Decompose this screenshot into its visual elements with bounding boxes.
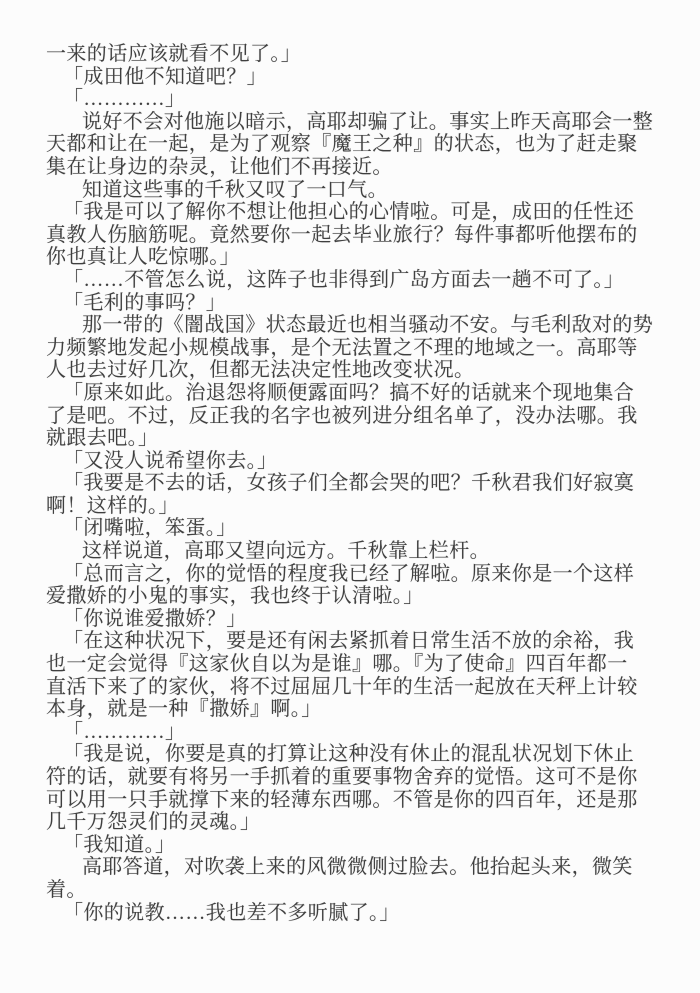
text-line: 「原来如此。治退怨将顺便露面吗？搞不好的话就来个现地集合 [63, 381, 635, 404]
text-line: 着。 [46, 878, 87, 901]
text-line: 可以用一只手就撑下来的轻薄东西哪。不管是你的四百年，还是那 [46, 788, 638, 811]
text-line: 「我是说，你要是真的打算让这种没有休止的混乱状况划下休止 [63, 743, 635, 766]
text-line: 「在这种状况下，要是还有闲去紧抓着日常生活不放的余裕，我 [63, 630, 635, 653]
text-line: 「…………」 [63, 720, 186, 743]
text-line: 本身，就是一种『撒娇』啊。」 [46, 698, 322, 721]
novel-text-block [46, 43, 676, 924]
text-line: 人也去过好几次，但都无法决定性地改变状况。 [46, 359, 475, 382]
text-line: 说好不会对他施以暗示，高耶却骗了让。事实上昨天高耶会一整 [82, 110, 654, 133]
text-line: 这样说道，高耶又望向远方。千秋靠上栏杆。 [82, 540, 490, 563]
text-line: 「我要是不去的话，女孩子们全都会哭的吧？千秋君我们好寂寞 [63, 472, 635, 495]
text-line: 爱撒娇的小鬼的事实，我也终于认清啦。」 [46, 585, 424, 608]
text-line: 直活下来了的家伙，将不过屈屈几十年的生活一起放在天秤上计较 [46, 675, 638, 698]
text-line: 「总而言之，你的觉悟的程度我已经了解啦。原来你是一个这样 [63, 562, 635, 585]
text-line: 几千万怨灵们的灵魂。」 [46, 811, 261, 834]
text-line: 「我知道。」 [63, 833, 176, 856]
text-line: 力频繁地发起小规模战事，是个无法置之不理的地域之一。高耶等 [46, 336, 638, 359]
text-line: 「毛利的事吗？」 [63, 291, 227, 314]
text-line: 知道这些事的千秋又叹了一口气。 [82, 178, 388, 201]
text-line: 符的话，就要有将另一手抓着的重要事物舍弃的觉悟。这可不是你 [46, 766, 638, 788]
text-line: 「我是可以了解你不想让他担心的心情啦。可是，成田的任性还 [63, 201, 635, 224]
text-line: 「成田他不知道吧？」 [63, 65, 267, 88]
text-line: 啊！这样的。」 [46, 494, 179, 517]
text-line: 就跟去吧。」 [46, 427, 159, 450]
text-line: 那一带的《闇战国》状态最近也相当骚动不安。与毛利敌对的势 [82, 314, 654, 337]
text-line: 「又没人说希望你去。」 [63, 449, 278, 472]
text-line: 「…………」 [63, 88, 186, 111]
text-line: 了是吧。不过，反正我的名字也被列进分组名单了，没办法哪。我 [46, 404, 638, 427]
text-line: 「你说谁爱撒娇？」 [63, 607, 247, 630]
text-line: 你也真让人吃惊哪。」 [46, 246, 240, 269]
text-line: 「闭嘴啦，笨蛋。」 [63, 517, 237, 540]
text-line: 「……不管怎么说，这阵子也非得到广岛方面去一趟不可了。」 [63, 268, 625, 291]
text-line: 天都和让在一起，是为了观察『魔王之种』的状态，也为了赶走聚 [46, 133, 638, 156]
text-line: 集在让身边的杂灵，让他们不再接近。 [46, 155, 393, 178]
text-line: 真教人伤脑筋呢。竟然要你一起去毕业旅行？每件事都听他摆布的 [46, 223, 638, 246]
text-line: 一来的话应该就看不见了。」 [46, 43, 302, 65]
text-line: 高耶答道，对吹袭上来的风微微侧过脸去。他抬起头来，微笑 [82, 856, 633, 879]
text-line: 也一定会觉得『这家伙自以为是谁』哪。『为了使命』四百年都一 [46, 653, 628, 676]
text-line: 「你的说教……我也差不多听腻了。」 [63, 901, 400, 924]
